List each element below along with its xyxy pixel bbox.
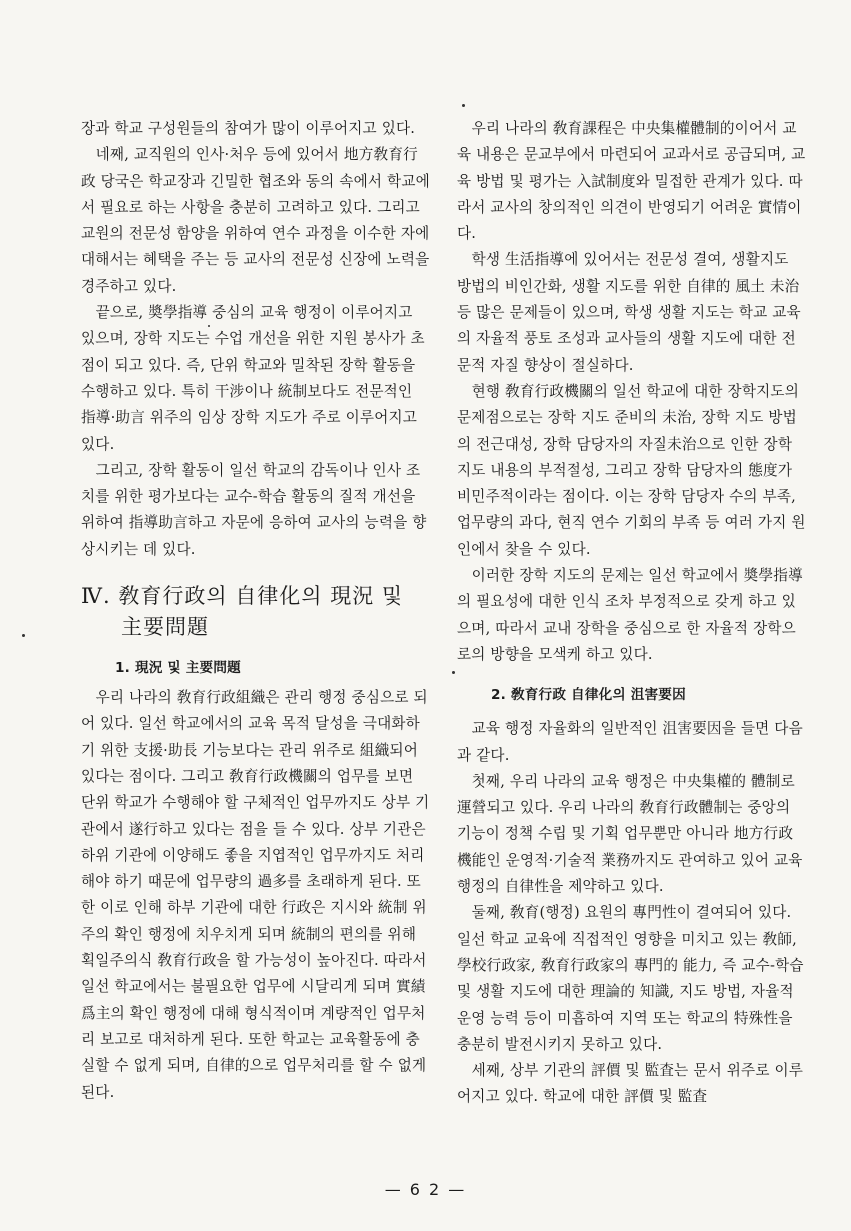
page-number: — 6 2 — [384,1180,467,1199]
print-speck [452,671,455,674]
paragraph: 우리 나라의 敎育課程은 中央集權體制的이어서 교육 내용은 문교부에서 마련되어 교과서로 공급되며, 교육 방법 및 평가는 入試制度와 밀접한 관계가 있다. 따라서 교사의 창의적인 의견이 반영되기 어려운 實情이다. [457,120,806,243]
right-column [457,116,807,1111]
print-speck [208,325,210,327]
paragraph: 장과 학교 구성원들의 참여가 많이 이루어지고 있다. [81,120,416,137]
paragraph: 현행 敎育行政機關의 일선 학교에 대한 장학지도의 문제점으로는 장학 지도 준비의 未治, 장학 지도 방법의 전근대성, 장학 담당자의 자질未治으로 인한 장학 지도 내용의 부적절성, 그리고 장학 담당자의 態度가 비민주적이라는 점이다. 이는 장학 담당자 수의 부족, 업무량의 과다, 현직 연수 기회의 부족 등 여러 가지 원인에서 찾을 수 있다. [457,382,806,558]
paragraph: 교육 행정 자율화의 일반적인 沮害要因을 들면 다음과 같다. [457,720,803,764]
section-heading [81,581,431,643]
paragraph: 둘째, 敎育(행정) 요원의 專門性이 결여되어 있다. 일선 학교 교육에 직접적인 영향을 미치고 있는 敎師, 學校行政家, 敎育行政家의 專門的 能力, 즉 교수-학습 및 생활 지도에 대한 理論的 知識, 지도 방법, 자율적 운영 능력 등이 미흡하여 지역 또는 학교의 特殊性을 충분히 발전시키지 못하고 있다. [457,904,804,1053]
paragraph: 첫째, 우리 나라의 교육 행정은 中央集權的 體制로 運營되고 있다. 우리 나라의 敎育行政體制는 중앙의 기능이 정책 수립 및 기획 업무뿐만 아니라 地方行政機能인 운영적·기술적 業務까지도 관여하고 있어 교육 행정의 自律性을 제약하고 있다. [457,772,803,896]
print-speck [22,634,25,637]
paragraph: 네째, 교직원의 인사·처우 등에 있어서 地方敎育行政 당국은 학교장과 긴밀한 협조와 동의 속에서 학교에서 필요로 하는 사항을 충분히 고려하고 있다. 그리고 교원의 전문성 함양을 위하여 연수 과정을 이수한 자에 대해서는 혜택을 주는 등 교사의 전문성 신장에 노력을 경주하고 있다. [81,146,430,295]
paragraph: 학생 生活指導에 있어서는 전문성 결여, 생활지도 방법의 비인간화, 생활 지도를 위한 自律的 風土 未治 등 많은 문제들이 있으며, 학생 생활 지도는 학교 교육의 자율적 풍토 조성과 교사들의 생활 지도에 대한 전문적 자질 향상이 절실하다. [457,251,801,374]
paragraph: 우리 나라의 敎育行政組織은 관리 행정 중심으로 되어 있다. 일선 학교에서의 교육 목적 달성을 극대화하기 위한 支援·助長 기능보다는 관리 위주로 組織되어 있다는 점이다. 그리고 敎育行政機關의 업무를 보면 단위 학교가 수행해야 할 구체적인 업무까지도 상부 기관에서 遂行하고 있다는 점을 들 수 있다. 상부 기관은 하위 기관에 이양해도 좋을 지엽적인 업무까지도 처리해야 하기 때문에 업무량의 過多를 초래하게 된다. 또한 이로 인해 하부 기관에 대한 行政은 지시와 統制 위주의 확인 행정에 치우치게 되며 統制의 편의를 위해 획일주의식 敎育行政을 할 가능성이 높아진다. 따라서 일선 학교에서는 불필요한 업무에 시달리게 되며 實績爲主의 확인 행정에 대해 형식적이며 계량적인 업무처리 보고로 대처하게 된다. 또한 학교는 교육활동에 충실할 수 없게 되며, 自律的으로 업무처리를 할 수 없게 된다. [81,689,430,1101]
section-heading-line1: Ⅳ. 敎育行政의 自律化의 現況 및 [81,584,404,609]
paragraph: 세째, 상부 기관의 評價 및 監査는 문서 위주로 이루어지고 있다. 학교에 대한 評價 및 監査 [457,1062,804,1106]
paragraph: 그리고, 장학 활동이 일선 학교의 감독이나 인사 조치를 위한 평가보다는 교수-학습 활동의 질적 개선을 위하여 指導助言하고 자문에 응하여 교사의 능력을 향상시키는 데 있다. [81,461,427,558]
section-heading-line2: 主要問題 [121,615,209,640]
subheading: 1. 現況 및 主要問題 [115,660,241,677]
left-column [81,116,431,1106]
paragraph: 끝으로, 奬學指導 중심의 교육 행정이 이루어지고 있으며, 장학 지도는 수업 개선을 위한 지원 봉사가 초점이 되고 있다. 즉, 단위 학교와 밀착된 장학 활동을 수행하고 있다. 특히 干涉이나 統制보다도 전문적인 指導·助言 위주의 임상 장학 지도가 주로 이루어지고 있다. [81,304,425,453]
print-speck [462,104,465,107]
subheading: 2. 敎育行政 自律化의 沮害要因 [491,687,686,704]
paragraph: 이러한 장학 지도의 문제는 일선 학교에서 奬學指導의 필요성에 대한 인식 조차 부정적으로 갖게 하고 있으며, 따라서 교내 장학을 중심으로 한 자율적 장학으로의 방향을 모색케 하고 있다. [457,567,803,663]
